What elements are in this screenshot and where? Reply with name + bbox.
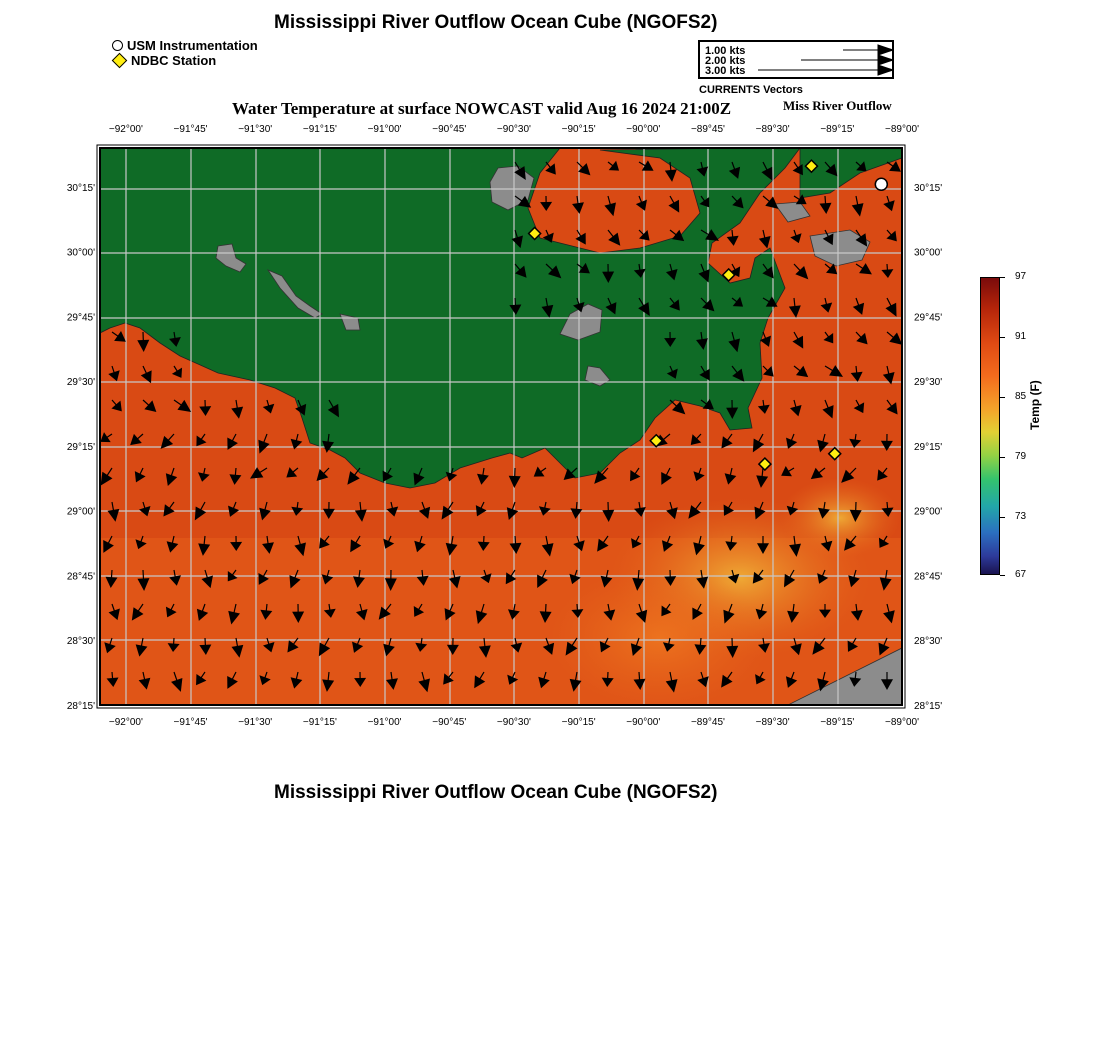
colorbar-tick-79: 79	[1015, 451, 1027, 462]
lon-tick-label-top: −90°45'	[432, 124, 467, 135]
lon-tick-label-top: −89°00'	[885, 124, 919, 135]
colorbar-tick-91: 91	[1015, 331, 1027, 342]
lon-tick-label-top: −90°15'	[561, 124, 596, 135]
lat-tick-label-left: 29°15'	[66, 441, 95, 453]
vector-key-label-3: 3.00 kts	[705, 65, 746, 77]
lat-tick-label-left: 28°30'	[66, 636, 95, 648]
lon-tick-label-bottom: −92°00'	[108, 717, 143, 728]
colorbar-tick-73: 73	[1015, 511, 1027, 522]
lon-tick-label-bottom: −90°15'	[561, 717, 596, 728]
lon-tick-label-top: −91°00'	[367, 124, 402, 135]
lat-tick-label-right: 29°30'	[914, 377, 943, 389]
lon-tick-label-bottom: −89°15'	[820, 717, 855, 728]
lon-tick-label-bottom: −91°00'	[367, 717, 402, 728]
colorbar-gradient	[980, 277, 1000, 575]
temperature-map	[40, 118, 960, 738]
current-vector	[638, 570, 639, 579]
lat-tick-label-right: 30°15'	[914, 182, 943, 194]
colorbar-tick-97: 97	[1015, 271, 1027, 282]
vector-key-arrow-3	[878, 65, 893, 75]
colorbar-tick-67: 67	[1015, 569, 1027, 580]
colorbar-label: Temp (F)	[1028, 380, 1042, 430]
colorbar-tick-85: 85	[1015, 391, 1027, 402]
lon-tick-label-top: −91°45'	[173, 124, 208, 135]
current-vector	[639, 672, 640, 680]
lon-tick-label-top: −90°30'	[496, 124, 531, 135]
lat-tick-label-right: 28°30'	[914, 636, 943, 648]
lon-tick-label-bottom: −90°30'	[496, 717, 531, 728]
lon-tick-label-bottom: −90°45'	[432, 717, 467, 728]
lon-tick-label-bottom: −91°30'	[238, 717, 273, 728]
current-vector	[856, 366, 857, 373]
lon-tick-label-top: −89°45'	[690, 124, 725, 135]
lon-tick-label-top: −89°30'	[755, 124, 790, 135]
lon-tick-label-bottom: −91°45'	[173, 717, 208, 728]
vector-key-label-2: 2.00 kts	[705, 55, 746, 67]
legend-usm-label: USM Instrumentation	[127, 38, 258, 53]
current-vector	[422, 570, 423, 577]
lat-tick-label-right: 28°15'	[914, 701, 943, 712]
lon-tick-label-bottom: −90°00'	[626, 717, 661, 728]
lon-tick-label-bottom: −89°45'	[690, 717, 725, 728]
current-vector	[235, 468, 236, 476]
legend-ndbc-entry	[112, 53, 216, 68]
lat-tick-label-left: 29°00'	[66, 506, 95, 518]
lat-tick-label-left: 28°45'	[66, 571, 95, 583]
lon-tick-label-bottom: −91°15'	[302, 717, 337, 728]
lat-tick-label-left: 29°30'	[66, 377, 95, 389]
lat-tick-label-right: 30°00'	[914, 247, 943, 259]
current-vector	[887, 502, 888, 509]
figure-title-repeat: Mississippi River Outflow Ocean Cube (NGOFS2)	[274, 782, 718, 803]
current-vector	[112, 672, 113, 679]
ndbc-diamond-icon	[112, 53, 128, 69]
lat-tick-label-left: 30°00'	[66, 247, 95, 259]
vector-key-arrows	[698, 40, 894, 79]
lat-tick-label-left: 30°15'	[66, 182, 95, 194]
lon-tick-label-bottom: −89°30'	[755, 717, 790, 728]
lon-tick-label-top: −90°00'	[626, 124, 661, 135]
region-label: Miss River Outflow	[783, 98, 892, 113]
legend-usm-entry	[112, 38, 258, 53]
usm-station-marker	[875, 178, 887, 190]
figure-title: Mississippi River Outflow Ocean Cube (NGOFS2)	[274, 12, 718, 33]
vector-key-arrow-2	[878, 55, 893, 65]
lat-tick-label-left: 28°15'	[66, 701, 95, 712]
current-vector	[732, 230, 733, 237]
lon-tick-label-top: −89°15'	[820, 124, 855, 135]
lon-tick-label-top: −91°30'	[238, 124, 273, 135]
current-vector	[731, 536, 732, 543]
current-vector	[700, 638, 701, 646]
vector-key-title: CURRENTS Vectors	[699, 84, 803, 96]
vector-key-box	[698, 40, 894, 79]
lat-tick-label-right: 29°15'	[914, 441, 943, 453]
map-subtitle: Water Temperature at surface NOWCAST valid Aug 16 2024 21:00Z	[232, 99, 732, 118]
current-vector	[266, 604, 267, 611]
lat-tick-label-right: 29°45'	[914, 312, 943, 324]
lat-tick-label-left: 29°45'	[66, 312, 95, 324]
vector-key-label-1: 1.00 kts	[705, 45, 746, 57]
legend-ndbc-label: NDBC Station	[131, 53, 217, 68]
lat-tick-label-right: 29°00'	[914, 506, 943, 518]
vector-key-arrow-1	[878, 45, 893, 55]
colorbar	[978, 272, 1058, 582]
current-vector	[111, 570, 112, 578]
lon-tick-label-top: −92°00'	[108, 124, 143, 135]
current-vector	[515, 536, 516, 544]
lon-tick-label-top: −91°15'	[302, 124, 337, 135]
current-vector	[825, 196, 826, 204]
lat-tick-label-right: 28°45'	[914, 571, 943, 583]
current-vector	[855, 672, 856, 679]
current-vector	[576, 502, 577, 510]
usm-circle-icon	[112, 40, 123, 51]
lon-tick-label-bottom: −89°00'	[885, 717, 919, 728]
